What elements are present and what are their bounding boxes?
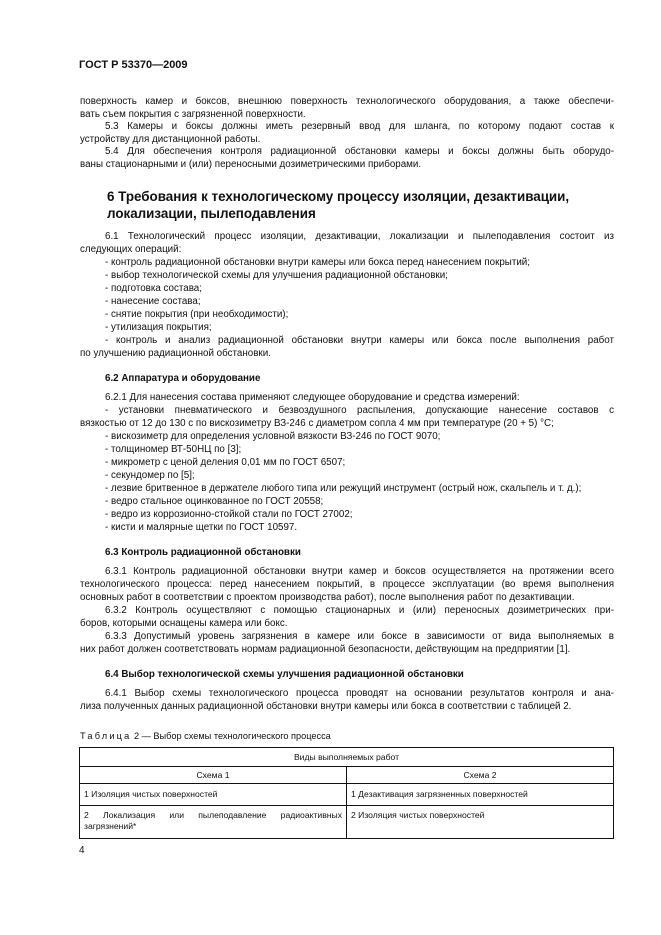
paragraph-line: по улучшению радиационной обстановки. — [80, 348, 271, 359]
table-row — [80, 805, 614, 838]
clause-6-2-1: 6.2.1 Для нанесения состава применяют следующее оборудование и средства измерений: — [105, 392, 520, 403]
list-item: - вискозиметр для определения условной вязкости ВЗ-246 по ГОСТ 9070; — [105, 431, 441, 442]
clause-6-3-2: 6.3.2 Контроль осуществляют с помощью стационарных и (или) переносных дозиметрических при- — [105, 605, 614, 616]
section-6-2-title: 6.2 Аппаратура и оборудование — [105, 373, 261, 384]
clause-6-4-1: 6.4.1 Выбор схемы технологического процесса проводят на основании результатов контроля и ана- — [105, 688, 614, 699]
paragraph-line: лиза полученных данных радиационной обстановки внутри камеры или бокса в соответствии с таблицей 2. — [80, 701, 572, 712]
table-caption-label: Таблица — [80, 731, 132, 741]
clause-6-1: 6.1 Технологический процесс изоляции, дезактивации, локализации и пылеподавления состоит из — [105, 231, 614, 242]
table-cell: 2 Локализация или пылеподавление радиоактивных загрязнений* — [80, 805, 347, 838]
section-6-3-title: 6.3 Контроль радиационной обстановки — [105, 547, 301, 558]
clause-6-3-1: 6.3.1 Контроль радиационной обстановки внутри камер и боксов осуществляется на протяжении всего — [105, 566, 614, 577]
table-row — [80, 784, 614, 806]
list-item: - микрометр с ценой деления 0,01 мм по ГОСТ 6507; — [105, 457, 346, 468]
list-item: - снятие покрытия (при необходимости); — [105, 309, 289, 320]
table-group-header: Виды выполняемых работ — [80, 748, 614, 767]
section-6-title-cont: локализации, пылеподавления — [107, 206, 316, 221]
table-cell: 2 Изоляция чистых поверхностей — [347, 805, 614, 838]
paragraph-line: поверхность камер и боксов, внешнюю поверхность технологического оборудования, а также обеспечи- — [80, 96, 614, 107]
page-number: 4 — [79, 845, 85, 856]
list-item: - лезвие бритвенное в держателе любого типа или режущий инструмент (острый нож, скальпель и т. д.); — [105, 483, 582, 494]
table-col-header-2: Схема 2 — [347, 766, 614, 784]
list-item: - толщиномер ВТ-50НЦ по [3]; — [105, 444, 242, 455]
table-col-header-1: Схема 1 — [80, 766, 347, 784]
paragraph-line: основных работ в соответствии с проектом производства работ), после выполнения работ по дезактивации. — [80, 592, 575, 603]
standard-header: ГОСТ Р 53370—2009 — [79, 59, 188, 71]
paragraph-line: боров, которыми оснащены камера или бокс. — [80, 618, 288, 629]
list-item: - кисти и малярные щетки по ГОСТ 10597. — [105, 522, 298, 533]
paragraph-line: вать съем покрытия с загрязненной поверхности. — [80, 109, 306, 120]
table-cell: 1 Изоляция чистых поверхностей — [80, 784, 347, 806]
list-item: - утилизация покрытия; — [105, 322, 212, 333]
paragraph-line: вязкостью от 12 до 130 с по вискозиметру ВЗ-246 с диаметром сопла 4 мм при температуре (20 + 5) °С; — [80, 418, 554, 429]
list-item: - ведро из коррозионно-стойкой стали по ГОСТ 27002; — [105, 509, 353, 520]
list-item: - секундомер по [5]; — [105, 470, 195, 481]
table-caption — [80, 731, 331, 741]
table-caption-text: 2 — Выбор схемы технологического процесса — [134, 731, 331, 741]
list-item: - контроль радиационной обстановки внутри камеры или бокса перед нанесением покрытий; — [105, 257, 531, 268]
scheme-table — [79, 747, 614, 839]
paragraph-line: устройству для дистанционной работы. — [80, 134, 261, 145]
paragraph-line: технологического процесса: перед нанесением покрытий, в процессе эксплуатации (во время выполнения — [80, 579, 614, 590]
clause-6-3-3: 6.3.3 Допустимый уровень загрязнения в камере или боксе в зависимости от вида выполняемых в — [105, 631, 614, 642]
list-item: - контроль и анализ радиационной обстановки внутри камеры или бокса после выполнения работ — [105, 335, 614, 346]
clause-5-4: 5.4 Для обеспечения контроля радиационной обстановки камеры и боксы должны быть оборудо- — [105, 146, 614, 157]
list-item: - ведро стальное оцинкованное по ГОСТ 20558; — [105, 496, 324, 507]
clause-5-3: 5.3 Камеры и боксы должны иметь резервный ввод для шланга, по которому подают состав к — [105, 121, 614, 132]
list-item: - подготовка состава; — [105, 283, 202, 294]
list-item: - выбор технологической схемы для улучшения радиационной обстановки; — [105, 270, 448, 281]
table-cell: 1 Дезактивация загрязненных поверхностей — [347, 784, 614, 806]
list-item: - установки пневматического и безвоздушного распыления, допускающие нанесение составов с — [105, 405, 614, 416]
section-6-4-title: 6.4 Выбор технологической схемы улучшения радиационной обстановки — [105, 669, 464, 680]
section-6-title: 6 Требования к технологическому процессу изоляции, дезактивации, — [107, 189, 570, 204]
paragraph-line: ваны стационарными и (или) переносными дозиметрическими приборами. — [80, 159, 422, 170]
list-item: - нанесение состава; — [105, 296, 201, 307]
paragraph-line: следующих операций: — [80, 244, 182, 255]
paragraph-line: них работ должен соответствовать нормам радиационной безопасности, действующим на предприятии [1]. — [80, 644, 571, 655]
